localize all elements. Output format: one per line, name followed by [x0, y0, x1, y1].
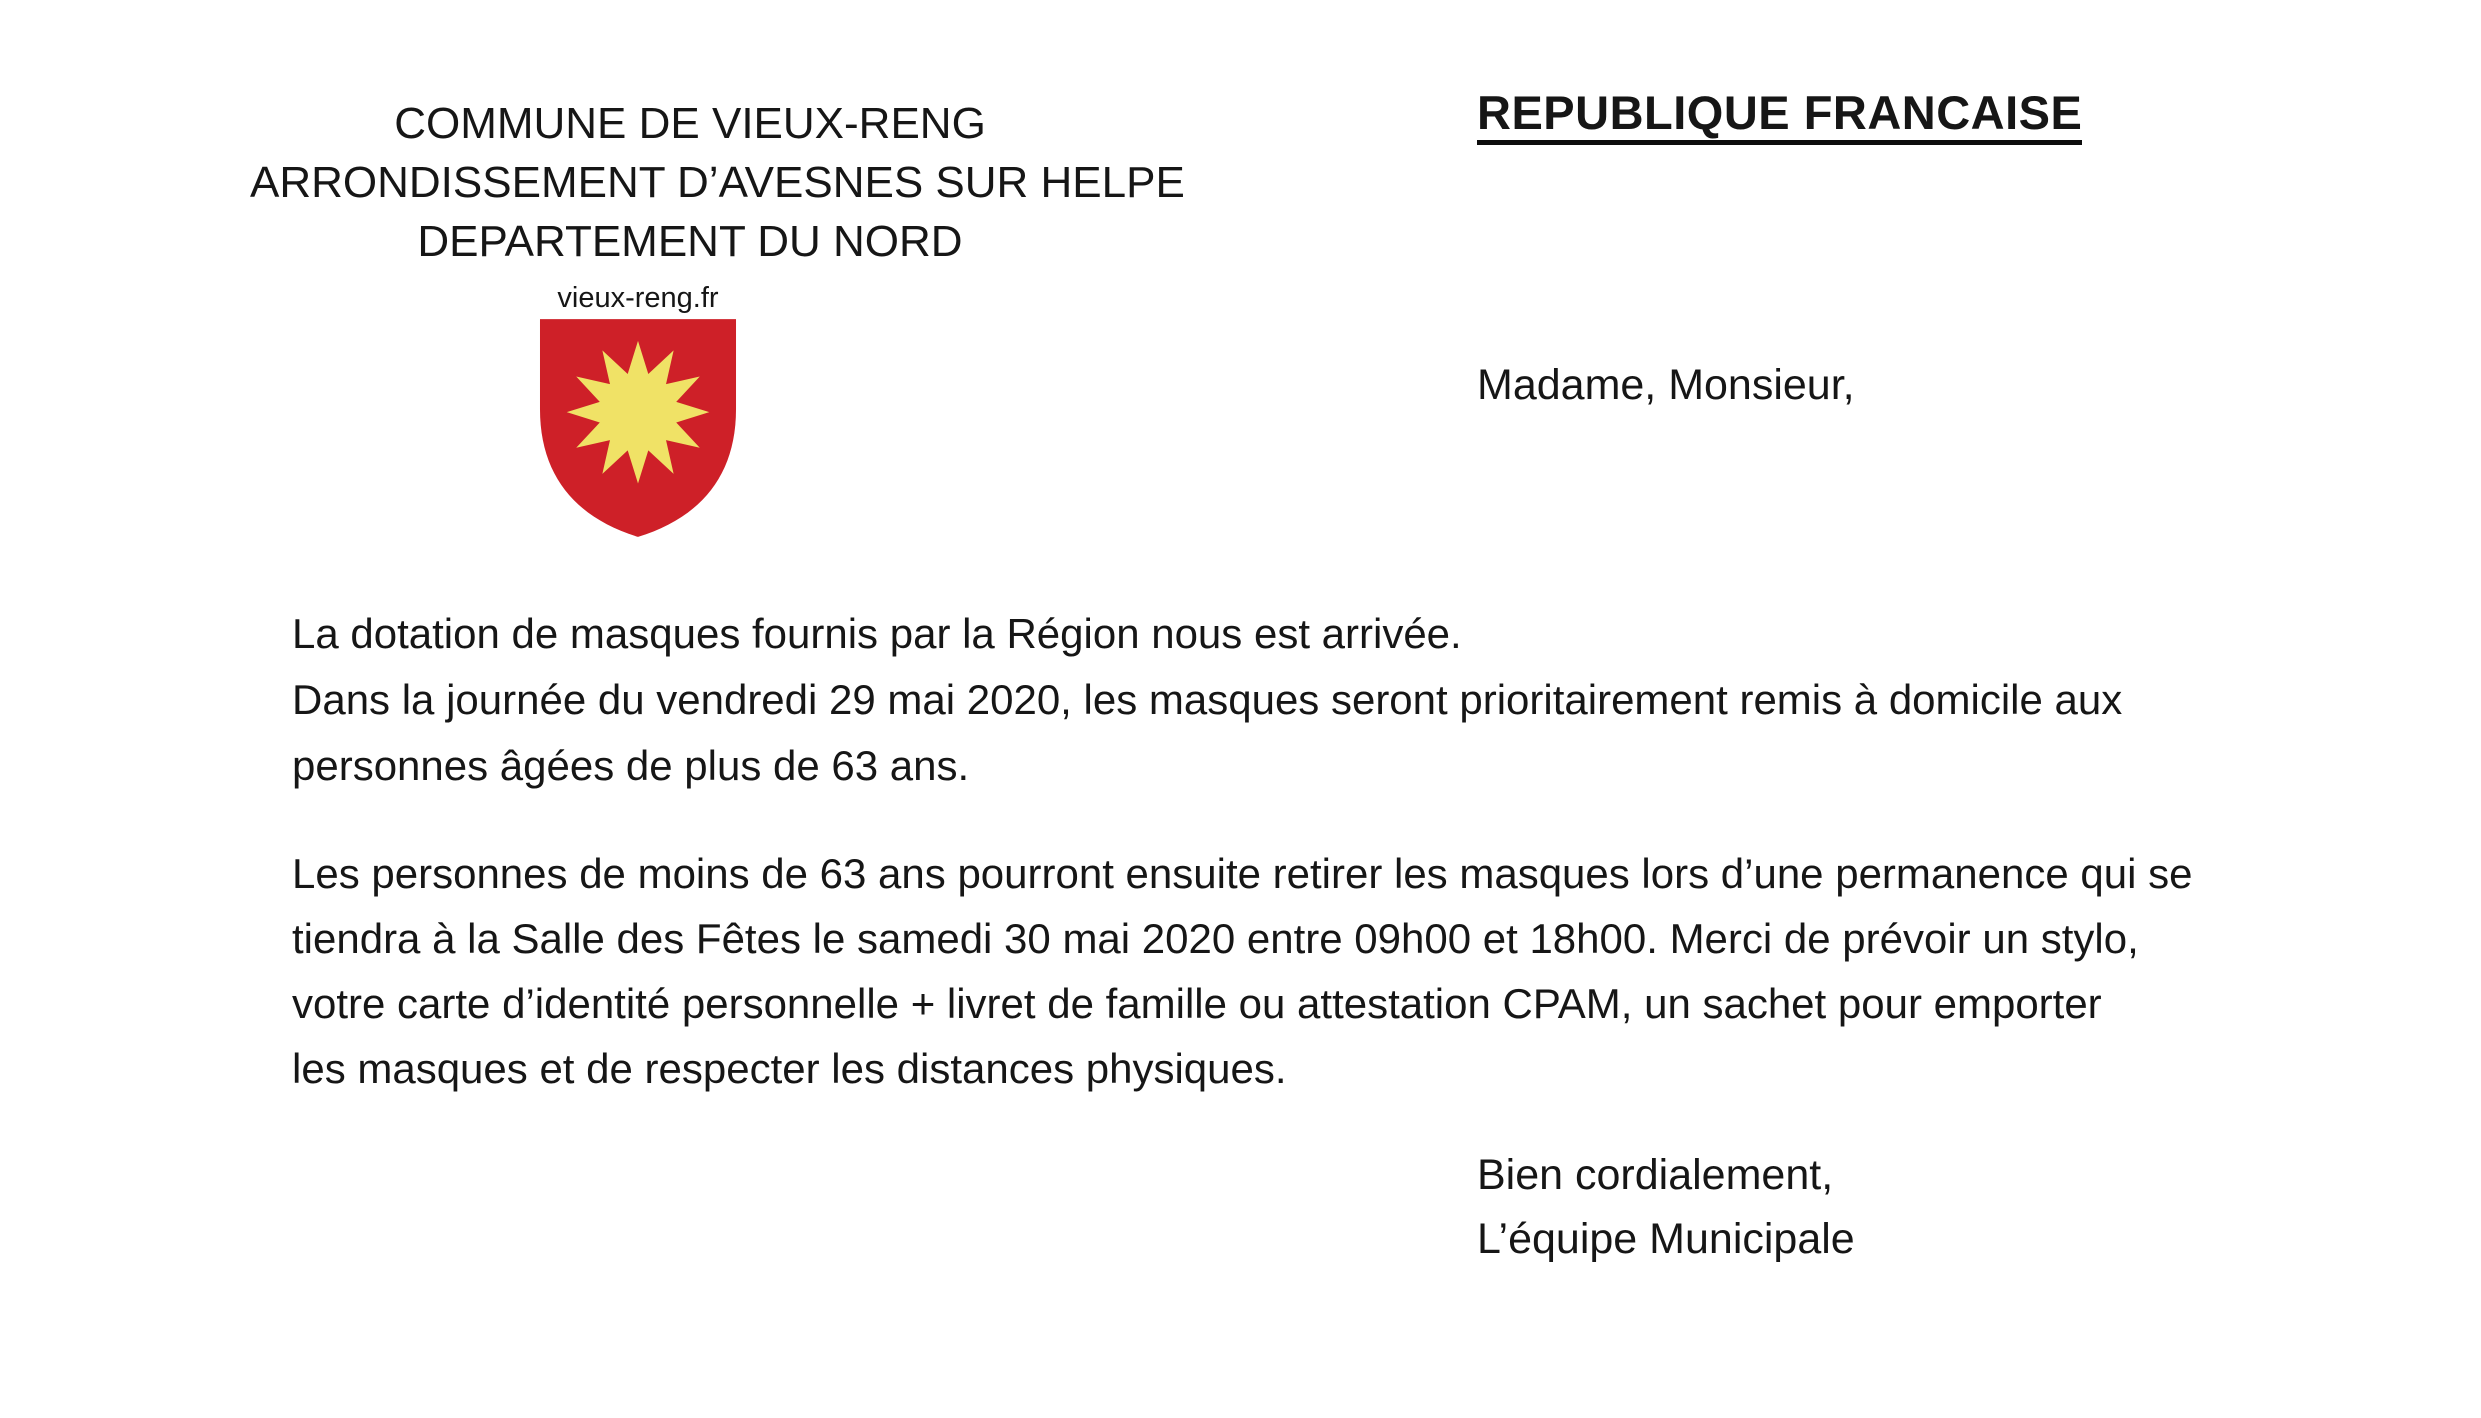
- closing-block: [1477, 1143, 1855, 1271]
- commune-name-line: COMMUNE DE VIEUX-RENG: [394, 99, 986, 148]
- arrondissement-line: ARRONDISSEMENT D’AVESNES SUR HELPE: [250, 158, 1185, 207]
- body-line: Dans la journée du vendredi 29 mai 2020, les masques seront prioritairement remis à domicile aux: [292, 676, 2123, 723]
- coat-of-arms-icon: [539, 318, 737, 538]
- logo-column: [538, 281, 738, 538]
- body-line: tiendra à la Salle des Fêtes le samedi 30 mai 2020 entre 09h00 et 18h00. Merci de prévoir un stylo,: [292, 915, 2139, 962]
- departement-line: DEPARTEMENT DU NORD: [417, 217, 963, 266]
- republique-francaise-title: REPUBLIQUE FRANCAISE: [1477, 88, 2082, 145]
- body-line: personnes âgées de plus de 63 ans.: [292, 742, 970, 789]
- salutation: Madame, Monsieur,: [1477, 361, 1855, 409]
- paragraph-1: [292, 601, 2122, 799]
- website-url: vieux-reng.fr: [557, 282, 719, 314]
- paragraph-2: [292, 841, 2192, 1101]
- body-line: votre carte d’identité personnelle + livret de famille ou attestation CPAM, un sachet pour emporter: [292, 980, 2102, 1027]
- body-line: Les personnes de moins de 63 ans pourront ensuite retirer les masques lors d’une permanence qui se: [292, 850, 2193, 897]
- letterhead-right-block: [1477, 88, 2082, 145]
- closing-line: L’équipe Municipale: [1477, 1215, 1855, 1263]
- body-line: les masques et de respecter les distances physiques.: [292, 1045, 1287, 1092]
- letterhead-left-block: [250, 94, 1185, 271]
- closing-line: Bien cordialement,: [1477, 1151, 1834, 1199]
- body-line: La dotation de masques fournis par la Région nous est arrivée.: [292, 610, 1462, 657]
